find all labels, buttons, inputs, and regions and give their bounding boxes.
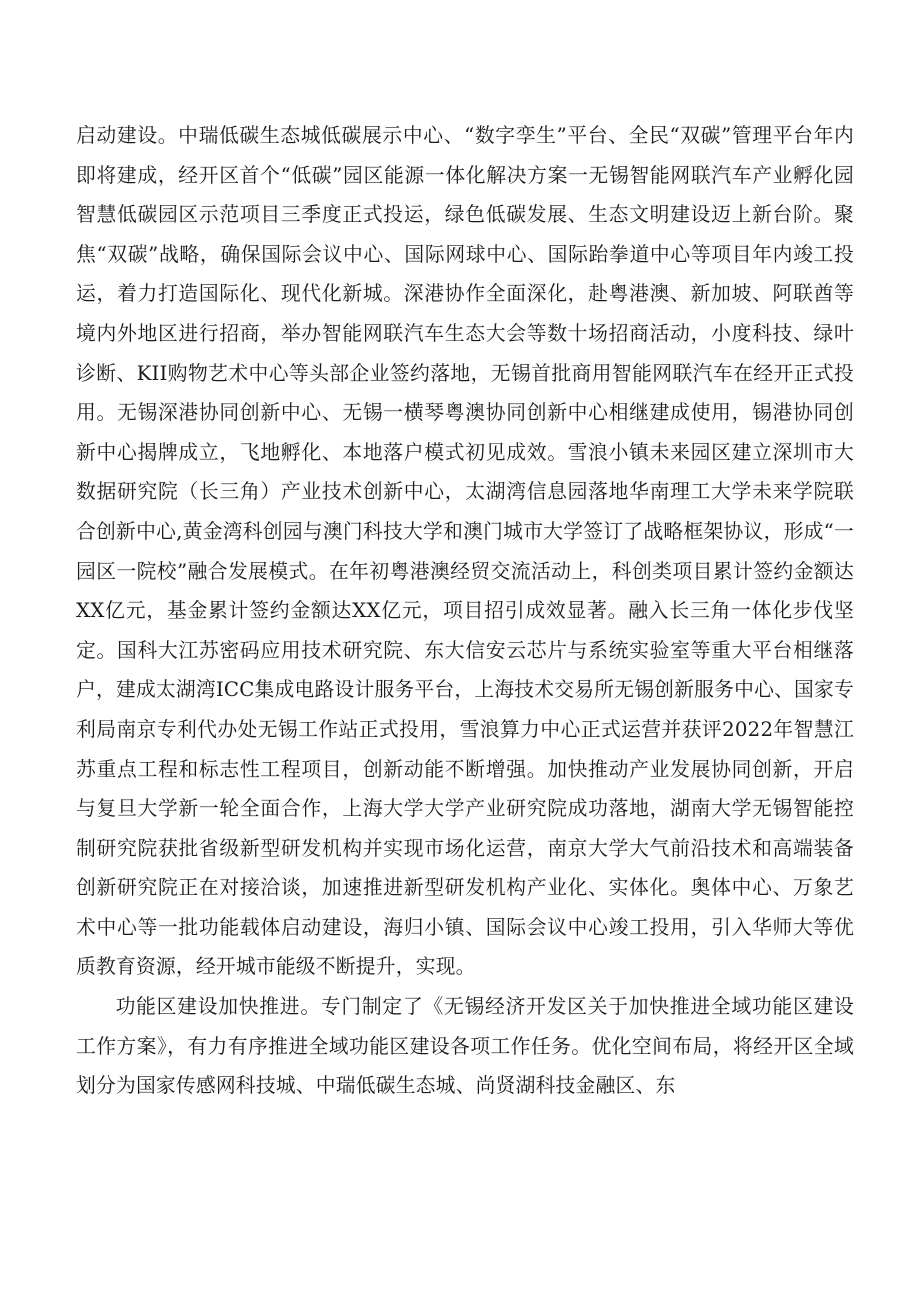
paragraph-functional-zone: 功能区建设加快推进。专门制定了《无锡经济开发区关于加快推进全域功能区建设工作方案》，有力有序推进全域功能区建设各项工作任务。优化空间布局，将经开区全域划分为国家传感网科技城、中瑞低碳生态城、尚贤湖科技金融区、东 bbox=[76, 995, 854, 1098]
paragraph-continued: 启动建设。中瑞低碳生态城低碳展示中心、“数字孪生”平台、全民“双碳”管理平台年内即将建成，经开区首个“低碳”园区能源一体化解决方案一无锡智能网联汽车产业孵化园智慧低碳园区示范项目三季度正式投运，绿色低碳发展、生态文明建设迈上新台阶。聚焦“双碳”战略，确保国际会议中心、国际网球中心、国际跆拳道中心等项目年内竣工投运，着力打造国际化、现代化新城。深港协作全面深化，赴粤港澳、新加坡、阿联酋等境内外地区进行招商，举办智能网联汽车生态大会等数十场招商活动，小度科技、绿叶诊断、KII购物艺术中心等头部企业签约落地，无锡首批商用智能网联汽车在经开正式投用。无锡深港协同创新中心、无锡一横琴粤澳协同创新中心相继建成使用，锡港协同创新中心揭牌成立，飞地孵化、本地落户模式初见成效。雪浪小镇未来园区建立深圳市大数据研究院（长三角）产业技术创新中心，太湖湾信息园落地华南理工大学未来学院联合创新中心,黄金湾科创园与澳门科技大学和澳门城市大学签订了战略框架协议，形成“一园区一院校”融合发展模式。在年初粤港澳经贸交流活动上，科创类项目累计签约金额达XX亿元，基金累计签约金额达XX亿元，项目招引成效显著。融入长三角一体化步伐坚定。国科大江苏密码应用技术研究院、东大信安云芯片与系统实验室等重大平台相继落户，建成太湖湾ICC集成电路设计服务平台，上海技术交易所无锡创新服务中心、国家专利局南京专利代办处无锡工作站正式投用，雪浪算力中心正式运营并获评2022年智慧江苏重点工程和标志性工程项目，创新动能不断增强。加快推动产业发展协同创新，开启与复旦大学新一轮全面合作，上海大学大学产业研究院成功落地，湖南大学无锡智能控制研究院获批省级新型研发机构并实现市场化运营，南京大学大气前沿技术和高端装备创新研究院正在对接洽谈，加速推进新型研发机构产业化、实体化。奥体中心、万象艺术中心等一批功能载体启动建设，海归小镇、国际会议中心竣工投用，引入华师大等优质教育资源，经开城市能级不断提升，实现。 bbox=[76, 124, 854, 979]
body-text bbox=[76, 116, 854, 1106]
